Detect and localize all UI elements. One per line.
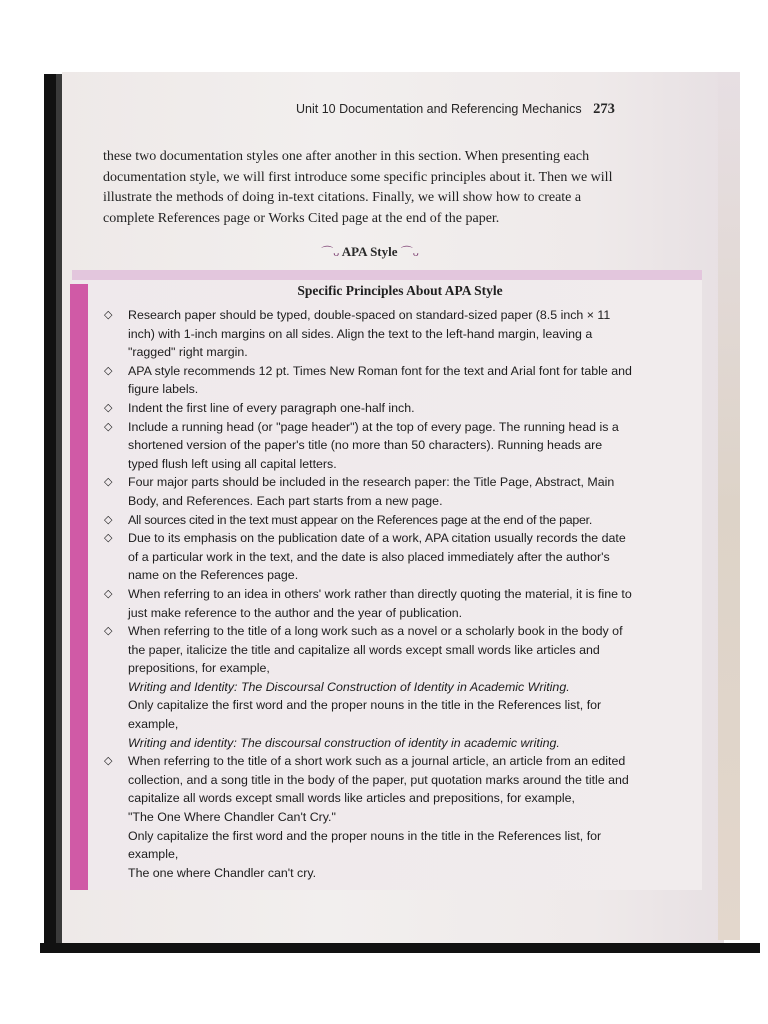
- rule-text: Four major parts should be included in the research paper: the Title Page, Abstract, Main Body, and References. Each part starts from a new page.: [128, 475, 615, 508]
- list-item: [104, 418, 634, 474]
- rule-text: Research paper should be typed, double-spaced on standard-sized paper (8.5 inch × 11 inch) with 1-inch margins on all sides. Align the text to the left-hand margin, leaving a "ragged" right margin.: [128, 308, 611, 360]
- section-heading-text: APA Style: [341, 244, 398, 259]
- list-item: [104, 511, 634, 530]
- diamond-bullet-icon: ◇: [104, 625, 113, 638]
- running-head-title: Unit 10 Documentation and Referencing Mechanics: [296, 102, 582, 116]
- principles-list: [104, 306, 634, 882]
- list-item: [104, 585, 634, 622]
- section-heading: [290, 243, 450, 260]
- ornament-left-icon: ⌒ᴗ: [321, 245, 340, 259]
- ornament-right-icon: ⌒ᴗ: [400, 245, 419, 259]
- rule-text: Due to its emphasis on the publication date of a work, APA citation usually records the date of a particular work in the text, and the date is also placed immediately after the author's name on the References page.: [128, 531, 626, 583]
- diamond-bullet-icon: ◇: [104, 364, 113, 377]
- list-item: [104, 622, 634, 752]
- list-item: [104, 399, 634, 418]
- rule-text: Include a running head (or "page header") at the top of every page. The running head is a shortened version of the paper's title (no more than 50 characters). Running heads are typed flush left using all capital letters.: [128, 419, 619, 471]
- scan-bottom-shadow: [40, 943, 760, 953]
- list-item: [104, 752, 634, 882]
- diamond-bullet-icon: ◇: [104, 587, 113, 600]
- page-number: 273: [593, 101, 615, 117]
- principles-box-top-band: [72, 270, 702, 280]
- list-item: [104, 306, 634, 362]
- intro-text: these two documentation styles one after another in this section. When presenting each documentation style, we will first introduce some specific principles about it. Then we will illustrate the methods of doing in-text citations. Finally, we will show how to create a complete References page or Works Cited page at the end of the paper.: [103, 149, 613, 226]
- rule-text: When referring to the title of a short work such as a journal article, an article from an edited collection, and a song title in the body of the paper, put quotation marks around the title and capitalize all words except small words like articles and prepositions, for example,: [128, 754, 629, 806]
- intro-paragraph: [103, 147, 631, 229]
- diamond-bullet-icon: ◇: [104, 401, 113, 414]
- list-item: [104, 473, 634, 510]
- references-title-example: Writing and identity: The discoursal construction of identity in academic writing.: [128, 735, 560, 750]
- rule-text: APA style recommends 12 pt. Times New Roman font for the text and Arial font for table and figure labels.: [128, 363, 632, 397]
- diamond-bullet-icon: ◇: [104, 420, 113, 433]
- scan-background: [0, 0, 768, 72]
- diamond-bullet-icon: ◇: [104, 755, 113, 768]
- diamond-bullet-icon: ◇: [104, 309, 113, 321]
- references-title-example: The one where Chandler can't cry.: [128, 865, 317, 880]
- rule-text: Indent the first line of every paragraph one-half inch.: [128, 400, 415, 415]
- quoted-title-example: "The One Where Chandler Can't Cry.": [128, 810, 336, 825]
- principles-box-title: Specific Principles About APA Style: [297, 283, 503, 298]
- italic-title-example: Writing and Identity: The Discoursal Construction of Identity in Academic Writing.: [128, 679, 570, 694]
- diamond-bullet-icon: ◇: [104, 476, 113, 489]
- rule-text: When referring to the title of a long work such as a novel or a scholarly book in the body of the paper, italicize the title and capitalize all words except small words like articles and prepositions, for example,: [128, 624, 623, 676]
- list-item: [104, 362, 634, 399]
- rule-text: When referring to an idea in others' work rather than directly quoting the material, it is fine to just make reference to the author and the year of publication.: [128, 586, 632, 620]
- rule-followup-text: Only capitalize the first word and the proper nouns in the title in the References list, for example,: [128, 828, 602, 862]
- rule-followup-text: Only capitalize the first word and the proper nouns in the title in the References list, for example,: [128, 698, 602, 732]
- page-right-edge: [718, 72, 740, 940]
- principles-box-left-bar: [70, 284, 88, 890]
- diamond-bullet-icon: ◇: [104, 532, 113, 545]
- list-item: [104, 529, 634, 585]
- diamond-bullet-icon: ◇: [104, 513, 113, 526]
- running-head: [296, 101, 636, 118]
- rule-text: All sources cited in the text must appear on the References page at the end of the paper.: [128, 512, 593, 527]
